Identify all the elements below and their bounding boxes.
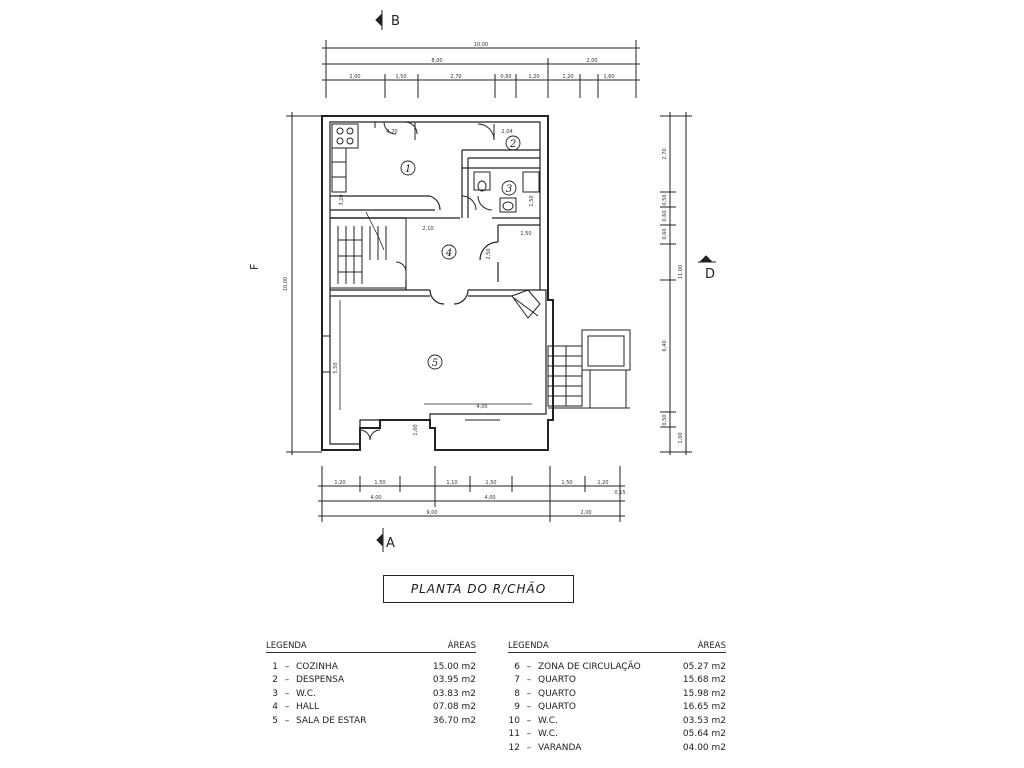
legend-row-number: 2 xyxy=(272,675,278,686)
left-dimension-line xyxy=(286,112,322,455)
legend-row-area: 36.70 m2 xyxy=(432,715,476,726)
right-dimension-lines xyxy=(660,112,692,455)
legend-dash: – xyxy=(526,742,532,753)
legend-row xyxy=(266,714,476,728)
top-dimension-lines xyxy=(322,40,640,98)
legend-header xyxy=(508,641,726,653)
legend-row-number: 11 xyxy=(508,729,520,740)
interior-dim-2: 3,20 xyxy=(339,194,345,206)
dim-left: 10,00 xyxy=(283,276,289,292)
legend-row-area: 16.65 m2 xyxy=(682,702,726,713)
dim-bottom-seg-3: 1,50 xyxy=(485,480,497,486)
dim-top-middle-0: 8,00 xyxy=(431,58,443,64)
legend-row xyxy=(266,660,476,674)
legend-header-area: ÁREAS xyxy=(697,641,726,651)
dim-bottom-seg-0: 1,20 xyxy=(334,480,346,486)
legend-dash: – xyxy=(526,688,532,699)
legend-row-name: QUARTO xyxy=(538,675,577,686)
legend-row-number: 3 xyxy=(272,688,278,699)
room-number-1: 1 xyxy=(404,164,412,175)
legend-row-number: 10 xyxy=(508,715,520,726)
legend-row-name: ZONA DE CIRCULAÇÃO xyxy=(538,661,641,672)
outer-walls xyxy=(322,116,553,450)
dim-bottom-middle-1: 4,00 xyxy=(484,495,496,501)
dim-bottom-seg-5: 1,20 xyxy=(597,480,609,486)
room-number-5: 5 xyxy=(431,358,439,369)
dim-top-seg-1: 1,50 xyxy=(395,74,407,80)
corner-element xyxy=(512,290,540,318)
room-number-3: 3 xyxy=(505,184,513,195)
dim-right-6: 1,00 xyxy=(678,432,684,444)
interior-dim-1: 2,04 xyxy=(501,129,513,135)
dim-right-3: 0,60 xyxy=(662,228,668,240)
dim-bottom-seg-1: 1,50 xyxy=(374,480,386,486)
legend-row-name: SALA DE ESTAR xyxy=(296,715,367,726)
section-marker-d: D xyxy=(705,267,716,282)
legend-row-area: 04.00 m2 xyxy=(682,742,726,753)
legend-dash: – xyxy=(526,661,532,672)
legend-row xyxy=(508,687,726,701)
interior-dim-3: 2,10 xyxy=(422,226,434,232)
legend-dash: – xyxy=(526,702,532,713)
dim-bottom-overall-0: 9,00 xyxy=(426,510,438,516)
legend-dash: – xyxy=(284,715,290,726)
dim-top-seg-3: 0,60 xyxy=(500,74,512,80)
legend-row-area: 15.68 m2 xyxy=(682,675,726,686)
legend-dash: – xyxy=(284,702,290,713)
legend-row xyxy=(508,714,726,728)
dim-bottom-overall-1: 2,00 xyxy=(580,510,592,516)
interior-dim-6: 5,50 xyxy=(333,362,339,374)
dim-top-middle-1: 2,00 xyxy=(586,58,598,64)
wc-fixtures xyxy=(462,172,539,212)
legend-row-number: 12 xyxy=(508,742,520,753)
dim-bottom-seg-2: 1,10 xyxy=(446,480,458,486)
legend-row-name: QUARTO xyxy=(538,688,577,699)
legend-dash: – xyxy=(526,715,532,726)
dim-right-1: 0,50 xyxy=(662,194,668,206)
legend-row-name: QUARTO xyxy=(538,702,577,713)
legend-row-name: COZINHA xyxy=(296,661,338,672)
legend-row-area: 03.53 m2 xyxy=(682,715,726,726)
dim-top-seg-4: 1,20 xyxy=(528,74,540,80)
legend-row-number: 1 xyxy=(272,661,278,672)
room-number-4: 4 xyxy=(445,248,453,259)
kitchen-fixtures xyxy=(332,122,417,192)
legend-row-number: 6 xyxy=(514,661,520,672)
external-stairs xyxy=(548,330,630,408)
dim-top-overall: 10,00 xyxy=(473,42,489,48)
interior-dim-8: 1,00 xyxy=(413,424,419,436)
dim-bottom-seg-4: 1,50 xyxy=(561,480,573,486)
legend-row xyxy=(508,728,726,742)
legend-row xyxy=(508,701,726,715)
section-marker-b: B xyxy=(391,14,400,29)
despensa-door xyxy=(478,124,494,140)
dim-top-seg-2: 2,70 xyxy=(450,74,462,80)
legend-row-name: W.C. xyxy=(296,688,316,699)
legend-row xyxy=(266,687,476,701)
interior-dim-7: 4,00 xyxy=(476,404,488,410)
dim-right-5: 0,50 xyxy=(662,414,668,426)
legend-table-left xyxy=(266,641,476,728)
legend-row-area: 15.98 m2 xyxy=(682,688,726,699)
legend-row-number: 8 xyxy=(514,688,520,699)
section-marker-f: F xyxy=(248,263,261,270)
legend-row-area: 15.00 m2 xyxy=(432,661,476,672)
dim-right-0: 2,70 xyxy=(662,148,668,160)
legend-row-name: HALL xyxy=(296,702,319,713)
plan-title-text: PLANTA DO R/CHÃO xyxy=(410,582,547,596)
legend-row-number: 5 xyxy=(272,715,278,726)
legend-header xyxy=(266,641,476,653)
bottom-dimension-lines xyxy=(318,466,625,522)
legend-row xyxy=(266,674,476,688)
legend-row-number: 9 xyxy=(514,702,520,713)
legend-row-name: W.C. xyxy=(538,715,558,726)
dim-right-2: 0,60 xyxy=(662,210,668,222)
legend-header-label: LEGENDA xyxy=(508,641,549,651)
legend-row-area: 03.83 m2 xyxy=(432,688,476,699)
dim-top-seg-0: 2,00 xyxy=(349,74,361,80)
legend-row-area: 05.27 m2 xyxy=(682,661,726,672)
room-number-circles xyxy=(401,136,520,369)
dim-bottom-seg-6: 0,15 xyxy=(614,490,626,496)
legend-row xyxy=(266,701,476,715)
legend-row-number: 4 xyxy=(272,702,278,713)
legend-dash: – xyxy=(526,675,532,686)
interior-dim-4: 1,50 xyxy=(520,231,532,237)
dim-top-seg-5: 1,20 xyxy=(562,74,574,80)
interior-dim-0: 4,70 xyxy=(386,129,398,135)
section-marker-symbols xyxy=(376,10,716,552)
dim-top-seg-6: 1,60 xyxy=(603,74,615,80)
legend-row-number: 7 xyxy=(514,675,520,686)
legend-row-area: 07.08 m2 xyxy=(432,702,476,713)
legend-dash: – xyxy=(526,729,532,740)
legend-row-area: 05.64 m2 xyxy=(682,729,726,740)
legend-row-name: DESPENSA xyxy=(296,675,345,686)
legend-row-area: 03.95 m2 xyxy=(432,675,476,686)
legend-header-label: LEGENDA xyxy=(266,641,307,651)
legend-row xyxy=(508,674,726,688)
legend-row xyxy=(508,660,726,674)
dim-right-7: 11,00 xyxy=(678,264,684,280)
dim-bottom-middle-0: 4,00 xyxy=(370,495,382,501)
interior-dim-9: 1,50 xyxy=(529,195,535,207)
legend-dash: – xyxy=(284,661,290,672)
legend-row-name: VARANDA xyxy=(538,742,582,753)
dim-right-4: 6,40 xyxy=(662,340,668,352)
staircase xyxy=(330,212,406,288)
interior-dim-5: 2,50 xyxy=(486,248,492,260)
legend-table-right xyxy=(508,641,726,755)
legend-header-area: ÁREAS xyxy=(447,641,476,651)
room-number-2: 2 xyxy=(509,139,517,150)
legend-dash: – xyxy=(284,675,290,686)
section-marker-a: A xyxy=(386,536,395,551)
legend-row-name: W.C. xyxy=(538,729,558,740)
plan-title xyxy=(383,575,574,603)
legend-dash: – xyxy=(284,688,290,699)
legend-row xyxy=(508,741,726,755)
